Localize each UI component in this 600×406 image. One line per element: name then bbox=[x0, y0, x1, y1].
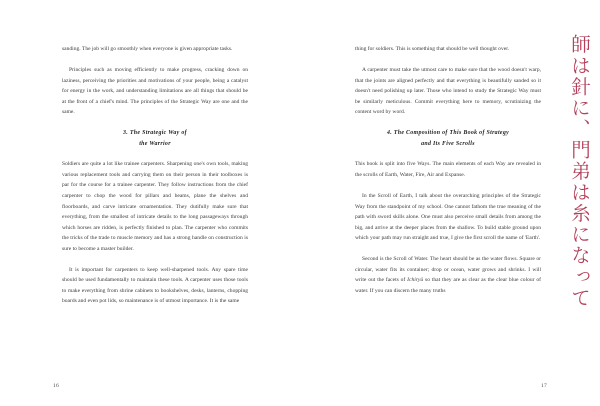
paragraph: Principles such as moving efficiently to make progress, cracking down on laziness, perceiving the priorities and motivations of your people, being a catalyst for energy in the work, and understanding limitations are all things that should be at the front of a chief's mind. The principles of the Strategic Way are one and the same. bbox=[62, 67, 248, 116]
paragraph: Soldiers are quite a lot like trainee carpenters. Sharpening one's own tools, making various replacement tools and carrying them on their person in their toolboxes is par for the course for a trainee carpenter. They follow instructions from the chief carpenter to chop the wood for pillars and beams, plane the shelves and floorboards, and carve intricate ornamentation. They dutifully make sure that everything, from the smallest of intricate details to the long passageways through which horses are ridden, is perfectly finished to plan. The carpenter who commits the tricks of the trade to muscle memory and has a strong handle on construction is sure to become a master builder. bbox=[62, 161, 248, 252]
right-page bbox=[300, 0, 600, 406]
foreign-term: Ichiryū bbox=[407, 277, 424, 284]
paragraph-text-before: Second is the Scroll of Water. The heart should be as the water flows. Square or circular, water fits its container; drop or ocean, water grows and shrinks. I will write out the facets of bbox=[355, 256, 541, 284]
paragraph-text-after: so that they are as clear as the clear blue colour of water. If you can discern the many truths bbox=[355, 277, 542, 294]
paragraph-continued: sanding. The job will go smoothly when everyone is given appropriate tasks. bbox=[62, 46, 233, 52]
paragraph: It is important for carpenters to keep well-sharpened tools. Any spare time should be used fundamentally to maintain these tools. A carpenter uses those tools to make everything from shrine cabinets to bookshelves, desks, lanterns, chopping boards and even pot lids, so maintenance is of utmost importance. It is the same bbox=[62, 266, 248, 305]
paragraph: In the Scroll of Earth, I talk about the overarching principles of the Strategic Way from the standpoint of my school. One cannot fathom the true meaning of the path with sword skills alone. One must also perceive small details from among the big, and arrive at the deeper places from the shallow. To build stable ground upon which your path may run straight and true, I give the first scroll the name of 'Earth'. bbox=[355, 192, 541, 242]
paragraph: A carpenter must take the utmost care to make sure that the wood doesn't warp, that the joints are aligned perfectly and that everything is beautifully sanded so it doesn't need polishing up later. Those who intend to study the Strategic Way must be similarly meticulous. Commit everything here to memory, scrutinizing the content word by word. bbox=[355, 67, 541, 116]
paragraph: This book is split into five Ways. The main elements of each Way are revealed in the scrolls of Earth, Water, Fire, Air and Expanse. bbox=[355, 161, 541, 178]
section-heading-4 bbox=[355, 128, 541, 148]
section-heading-3 bbox=[62, 128, 248, 148]
right-page-text-column bbox=[355, 44, 541, 296]
paragraph-continued: thing for soldiers. This is something that should be well thought over. bbox=[355, 46, 510, 52]
paragraph-with-term bbox=[355, 254, 541, 296]
section-heading-4-line1: 4. The Composition of This Book of Strategy bbox=[386, 130, 510, 137]
section-heading-4-line2: and Its Five Scrolls bbox=[421, 140, 475, 147]
vertical-japanese-margin-note: 師は針に、門弟は糸になって bbox=[568, 34, 591, 309]
section-heading-3-line2: the Warrior bbox=[139, 140, 171, 147]
left-page-text-column bbox=[62, 44, 248, 307]
page-number-right: 17 bbox=[541, 383, 547, 389]
section-heading-3-line1: 3. The Strategic Way of bbox=[123, 130, 187, 137]
page-number-left: 16 bbox=[53, 383, 59, 389]
